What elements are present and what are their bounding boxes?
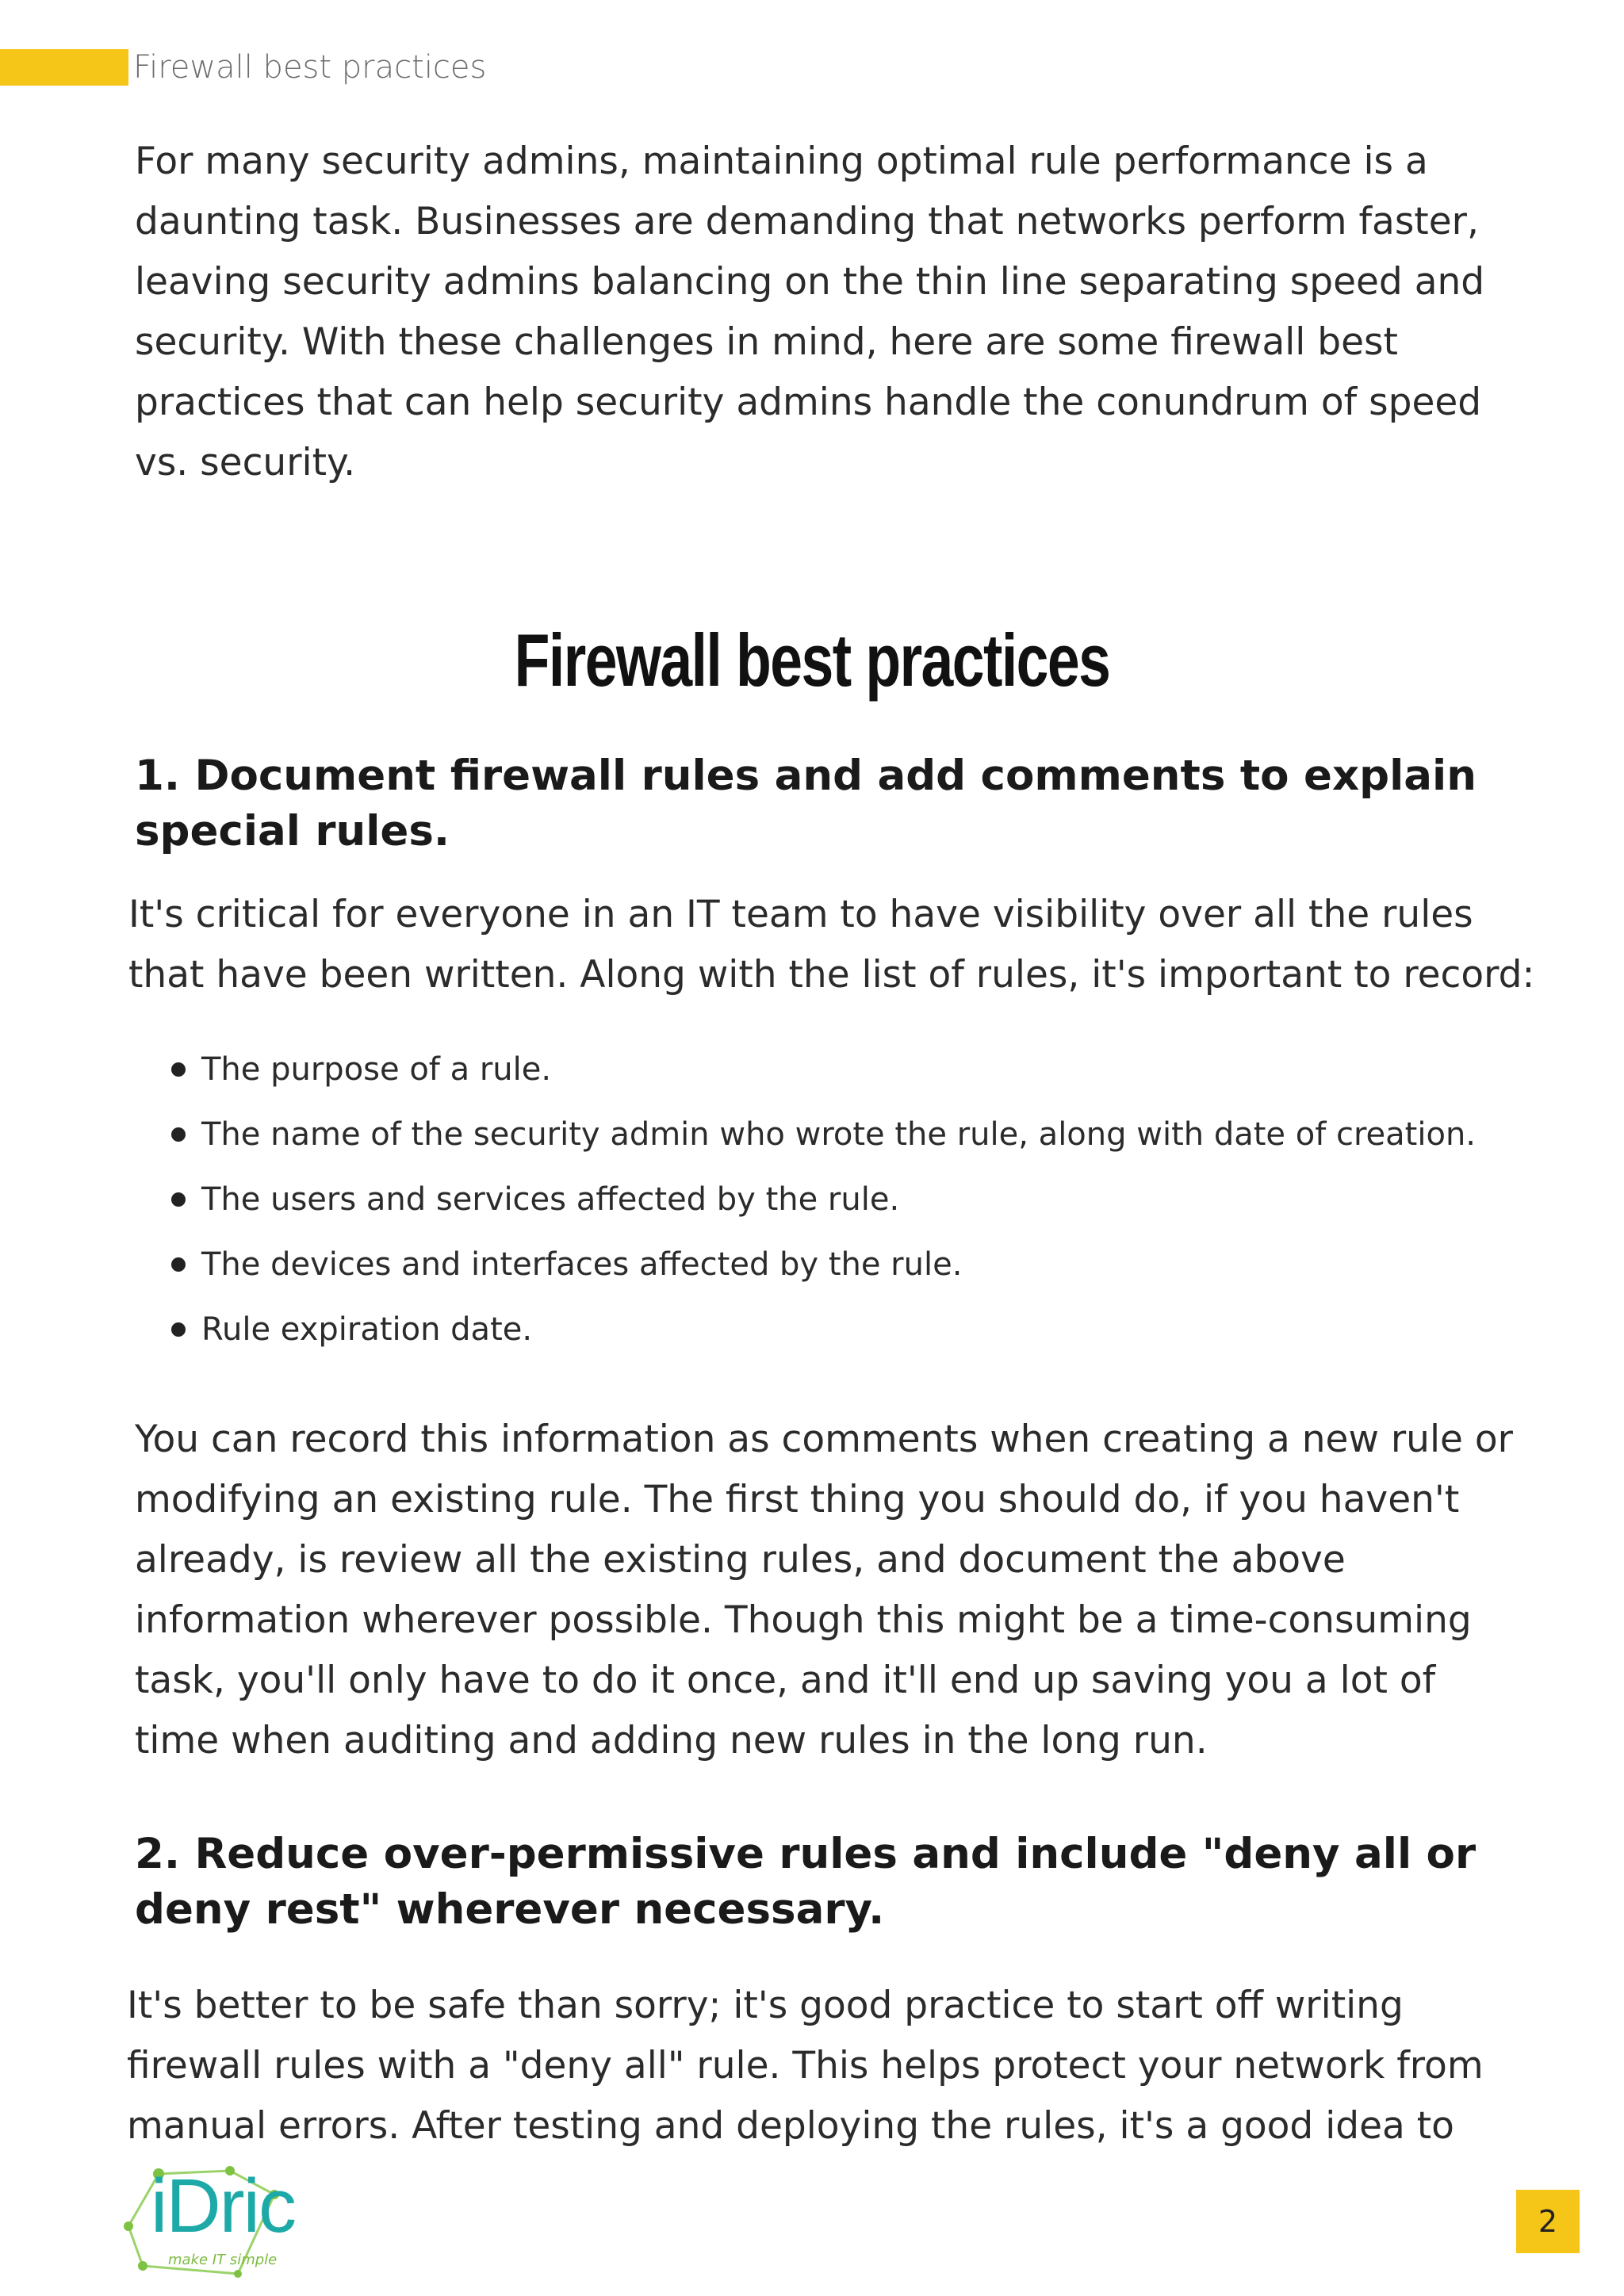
logo-tagline: make IT simple	[168, 2252, 278, 2268]
section-1-paragraph: It's critical for everyone in an IT team to have visibility over all the rules that have been written. Along with the list of rules, it's important to record:	[128, 893, 1535, 997]
page-number: 2	[1516, 2190, 1580, 2253]
record-list	[168, 1037, 1476, 1362]
list-item-text: The users and services affected by the rule.	[201, 1181, 900, 1218]
list-item	[168, 1297, 1476, 1362]
bullet-icon	[171, 1062, 186, 1077]
list-item	[168, 1037, 1476, 1102]
page-title: Firewall best practices	[514, 618, 1110, 702]
list-item-text: Rule expiration date.	[201, 1311, 533, 1348]
header-accent-bar	[0, 49, 128, 86]
list-item	[168, 1167, 1476, 1232]
bullet-icon	[171, 1127, 186, 1142]
list-item	[168, 1232, 1476, 1297]
bullet-icon	[171, 1192, 186, 1207]
section-2-heading: 2. Reduce over-permissive rules and include "deny all or deny rest" wherever necessary.	[135, 1830, 1477, 1934]
section-2-paragraph: It's better to be safe than sorry; it's good practice to start off writing firewall rules with a "deny all" rule. This helps protect your network from manual errors. After testing and deploying the rules, it's a good idea to	[127, 1984, 1484, 2148]
logo-wordmark: iDric	[151, 2164, 295, 2248]
list-item-text: The name of the security admin who wrote the rule, along with date of creation.	[201, 1116, 1477, 1153]
idric-logo	[119, 2163, 301, 2282]
list-item	[168, 1102, 1476, 1167]
section-1-heading: 1. Document firewall rules and add comments to explain special rules.	[135, 752, 1477, 855]
bullet-icon	[171, 1257, 186, 1272]
bullet-icon	[171, 1322, 186, 1337]
intro-paragraph: For many security admins, maintaining optimal rule performance is a daunting task. Businesses are demanding that networks perform faster, leaving security admins balancing on the thin line separating speed and security. With these challenges in mind, here are some firewall best practices that can help security admins handle the conundrum of speed vs. security.	[135, 140, 1485, 484]
list-item-text: The devices and interfaces affected by the rule.	[201, 1246, 963, 1283]
list-item-text: The purpose of a rule.	[201, 1051, 552, 1088]
section-1-paragraph-2: You can record this information as comments when creating a new rule or modifying an existing rule. The first thing you should do, if you haven't already, is review all the existing rules, and document the above information wherever possible. Though this might be a time-consuming task, you'll only have to do it once, and it'll end up saving you a lot of time when auditing and adding new rules in the long run.	[135, 1418, 1513, 1762]
header-title: Firewall best practices	[133, 49, 487, 86]
